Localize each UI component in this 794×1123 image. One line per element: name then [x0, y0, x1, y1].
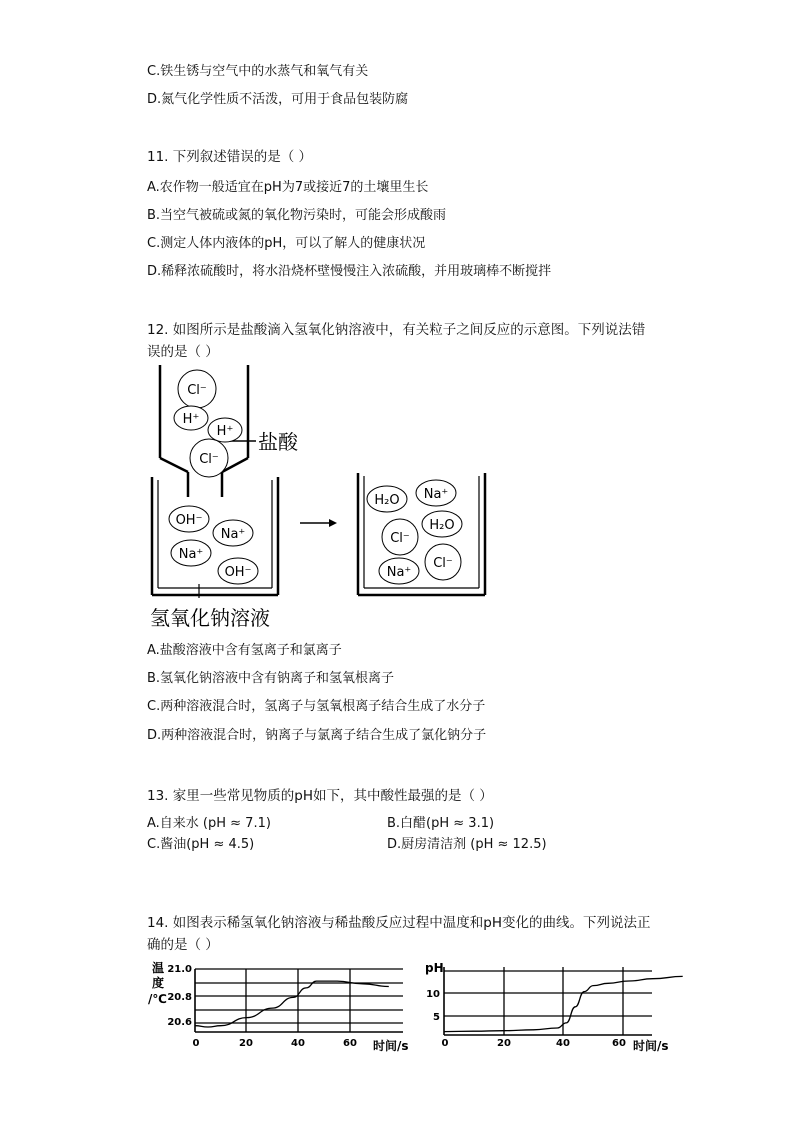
svg-text:Na⁺: Na⁺	[178, 547, 204, 562]
q13-option-d: D.厨房清洁剂 (pH ≈ 12.5)	[387, 837, 547, 852]
svg-text:OH⁻: OH⁻	[224, 565, 252, 580]
prev-option-d: D.氮气化学性质不活泼，可用于食品包装防腐	[147, 92, 409, 107]
temperature-series-line	[195, 981, 389, 1027]
q11-stem: 11. 下列叙述错误的是（ ）	[147, 149, 313, 165]
grid	[444, 967, 652, 1035]
ion-oh-2	[218, 558, 258, 584]
molecule-h2o-1	[367, 486, 407, 512]
q12-option-c: C.两种溶液混合时，氢离子与氢氧根离子结合生成了水分子	[147, 699, 486, 714]
ytick-label: 20.8	[167, 992, 192, 1003]
svg-text:H⁺: H⁺	[216, 424, 234, 439]
q13-option-c: C.酱油(pH ≈ 4.5)	[147, 837, 255, 852]
xtick-label: 60	[343, 1038, 357, 1049]
x-axis-label: 时间/s	[373, 1039, 409, 1053]
y-axis-label-line3: /℃	[148, 992, 167, 1006]
svg-text:OH⁻: OH⁻	[175, 513, 203, 528]
ion-cl-4	[425, 544, 461, 580]
q13-option-b: B.白醋(pH ≈ 3.1)	[387, 816, 495, 831]
y-axis-label: pH	[425, 961, 444, 975]
q12-stem-line2: 误的是（ ）	[147, 344, 219, 360]
molecule-h2o-2	[422, 511, 462, 537]
xtick-labels	[442, 1038, 626, 1049]
ion-na-1	[213, 520, 253, 546]
svg-text:Cl⁻: Cl⁻	[199, 452, 219, 467]
svg-text:Cl⁻: Cl⁻	[187, 383, 207, 398]
svg-text:H₂O: H₂O	[374, 493, 400, 508]
x-axis-label: 时间/s	[633, 1039, 669, 1053]
ion-na-4	[379, 558, 419, 584]
acid-label: 盐酸	[258, 430, 298, 454]
xtick-label: 40	[556, 1038, 570, 1049]
ion-oh-1	[169, 506, 209, 532]
svg-text:H⁺: H⁺	[182, 412, 200, 427]
svg-text:Na⁺: Na⁺	[423, 487, 449, 502]
y-axis-label-line2: 度	[152, 976, 165, 990]
ytick-labels	[167, 964, 192, 1028]
xtick-labels	[193, 1038, 357, 1049]
ion-cl-2	[190, 439, 228, 477]
ion-na-2	[171, 540, 211, 566]
grid	[195, 969, 403, 1032]
q14-stem-line2: 确的是（ ）	[147, 937, 219, 953]
ytick-label: 5	[433, 1012, 440, 1023]
q11-option-d: D.稀释浓硫酸时，将水沿烧杯壁慢慢注入浓硫酸，并用玻璃棒不断搅拌	[147, 264, 552, 279]
ion-h-1	[174, 406, 208, 430]
svg-text:Cl⁻: Cl⁻	[433, 556, 453, 571]
q12-option-d: D.两种溶液混合时，钠离子与氯离子结合生成了氯化钠分子	[147, 728, 487, 743]
ytick-label: 10	[426, 989, 440, 1000]
q11-option-b: B.当空气被硫或氮的氧化物污染时，可能会形成酸雨	[147, 208, 447, 223]
svg-text:Na⁺: Na⁺	[220, 527, 246, 542]
ytick-labels	[426, 989, 440, 1023]
y-axis-label-line1: 温	[152, 961, 165, 975]
prev-option-c: C.铁生锈与空气中的水蒸气和氧气有关	[147, 64, 369, 79]
q14-stem-line1: 14. 如图表示稀氢氧化钠溶液与稀盐酸反应过程中温度和pH变化的曲线。下列说法正	[147, 915, 651, 931]
q12-option-a: A.盐酸溶液中含有氢离子和氯离子	[147, 643, 342, 658]
ion-cl-1	[178, 370, 216, 408]
temperature-chart	[145, 955, 410, 1055]
base-label: 氢氧化钠溶液	[150, 606, 270, 630]
ion-na-3	[416, 480, 456, 506]
q11-option-c: C.测定人体内液体的pH，可以了解人的健康状况	[147, 236, 426, 251]
xtick-label: 20	[497, 1038, 511, 1049]
xtick-label: 60	[612, 1038, 626, 1049]
ph-chart	[420, 955, 685, 1055]
q12-reaction-diagram	[140, 362, 500, 632]
arrow-icon	[300, 519, 337, 527]
ytick-label: 21.0	[167, 964, 192, 975]
q11-option-a: A.农作物一般适宜在pH为7或接近7的土壤里生长	[147, 180, 429, 195]
q13-stem: 13. 家里一些常见物质的pH如下，其中酸性最强的是（ ）	[147, 788, 493, 804]
ion-cl-3	[382, 519, 418, 555]
xtick-label: 0	[441, 1038, 449, 1049]
q12-option-b: B.氢氧化钠溶液中含有钠离子和氢氧根离子	[147, 671, 395, 686]
ytick-label: 20.6	[167, 1017, 192, 1028]
svg-text:H₂O: H₂O	[429, 518, 455, 533]
ion-h-2	[208, 418, 242, 442]
q13-option-a: A.自来水 (pH ≈ 7.1)	[147, 816, 271, 831]
xtick-label: 0	[192, 1038, 200, 1049]
xtick-label: 40	[291, 1038, 305, 1049]
xtick-label: 20	[239, 1038, 253, 1049]
svg-text:Cl⁻: Cl⁻	[390, 531, 410, 546]
svg-text:Na⁺: Na⁺	[386, 565, 412, 580]
q12-stem-line1: 12. 如图所示是盐酸滴入氢氧化钠溶液中，有关粒子之间反应的示意图。下列说法错	[147, 322, 646, 338]
